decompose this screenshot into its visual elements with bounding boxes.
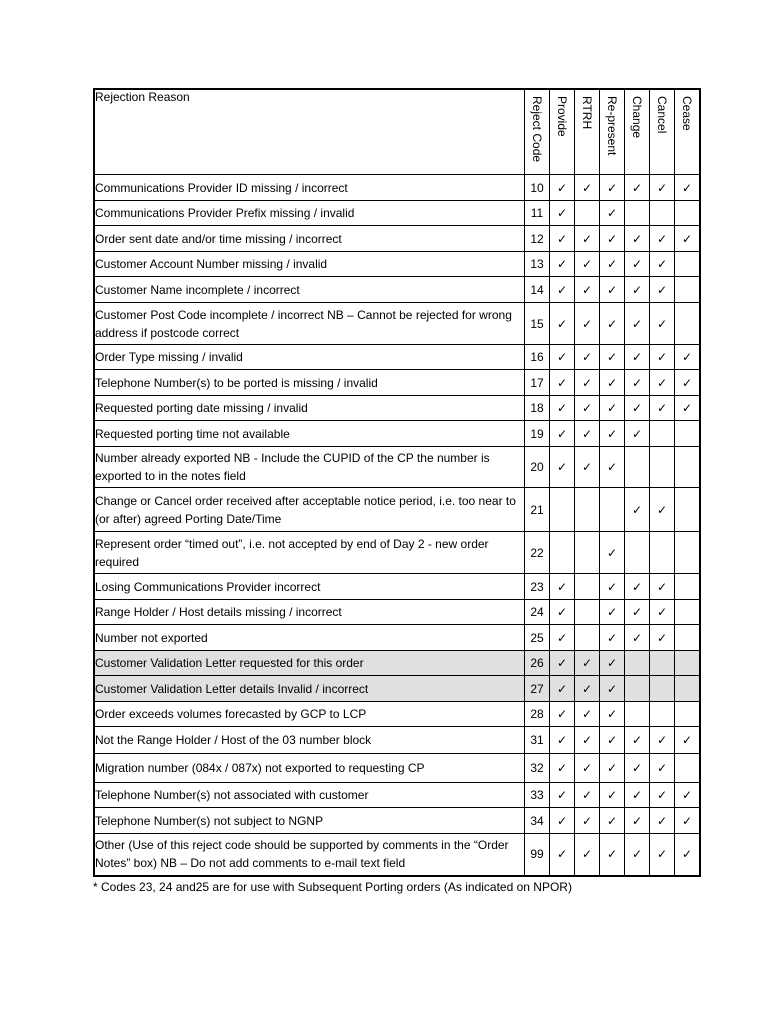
check-mark-icon: ✓ (650, 727, 675, 754)
table-row (94, 625, 700, 651)
check-mark-icon: ✓ (575, 447, 600, 488)
reject-code-cell: 26 (525, 651, 550, 676)
reject-code-cell: 12 (525, 226, 550, 252)
check-mark-icon: ✓ (625, 396, 650, 421)
check-mark-icon: ✓ (625, 421, 650, 447)
empty-cell (675, 488, 701, 532)
table-row (94, 252, 700, 277)
table-row (94, 370, 700, 396)
check-mark-icon: ✓ (550, 574, 575, 600)
table-row (94, 651, 700, 676)
check-mark-icon: ✓ (675, 226, 701, 252)
check-mark-icon: ✓ (550, 252, 575, 277)
check-mark-icon: ✓ (550, 345, 575, 370)
check-mark-icon: ✓ (650, 600, 675, 625)
empty-cell (625, 201, 650, 226)
table-row (94, 574, 700, 600)
rejection-reason-cell: Not the Range Holder / Host of the 03 number block (94, 727, 525, 754)
check-mark-icon: ✓ (575, 370, 600, 396)
check-mark-icon: ✓ (625, 834, 650, 876)
check-mark-icon: ✓ (650, 226, 675, 252)
check-mark-icon: ✓ (600, 345, 625, 370)
header-reject-code: Reject Code (525, 89, 550, 175)
empty-cell (675, 532, 701, 574)
check-mark-icon: ✓ (550, 277, 575, 303)
check-mark-icon: ✓ (600, 754, 625, 783)
check-mark-icon: ✓ (575, 252, 600, 277)
check-mark-icon: ✓ (550, 783, 575, 808)
check-mark-icon: ✓ (650, 574, 675, 600)
check-mark-icon: ✓ (650, 370, 675, 396)
reject-code-cell: 15 (525, 303, 550, 345)
table-row (94, 303, 700, 345)
reject-code-cell: 31 (525, 727, 550, 754)
reject-code-cell: 22 (525, 532, 550, 574)
reject-code-cell: 17 (525, 370, 550, 396)
header-change: Change (625, 89, 650, 175)
table-row (94, 532, 700, 574)
rejection-reason-cell: Customer Validation Letter details Invalid / incorrect (94, 676, 525, 702)
check-mark-icon: ✓ (600, 447, 625, 488)
empty-cell (625, 676, 650, 702)
check-mark-icon: ✓ (550, 808, 575, 834)
check-mark-icon: ✓ (650, 488, 675, 532)
reject-code-cell: 18 (525, 396, 550, 421)
check-mark-icon: ✓ (625, 345, 650, 370)
footnote: * Codes 23, 24 and25 are for use with Subsequent Porting orders (As indicated on NPOR) (93, 880, 572, 894)
table-row (94, 676, 700, 702)
check-mark-icon: ✓ (575, 808, 600, 834)
rejection-reason-cell: Losing Communications Provider incorrect (94, 574, 525, 600)
empty-cell (650, 421, 675, 447)
reject-code-cell: 10 (525, 175, 550, 201)
check-mark-icon: ✓ (675, 345, 701, 370)
check-mark-icon: ✓ (625, 574, 650, 600)
check-mark-icon: ✓ (550, 396, 575, 421)
check-mark-icon: ✓ (675, 175, 701, 201)
check-mark-icon: ✓ (550, 600, 575, 625)
check-mark-icon: ✓ (625, 808, 650, 834)
empty-cell (575, 532, 600, 574)
check-mark-icon: ✓ (550, 226, 575, 252)
check-mark-icon: ✓ (600, 277, 625, 303)
table-row (94, 277, 700, 303)
reject-code-cell: 33 (525, 783, 550, 808)
table-row (94, 702, 700, 727)
reject-code-cell: 25 (525, 625, 550, 651)
reject-code-cell: 13 (525, 252, 550, 277)
rejection-reason-cell: Customer Post Code incomplete / incorrect NB – Cannot be rejected for wrong address if postcode correct (94, 303, 525, 345)
check-mark-icon: ✓ (550, 421, 575, 447)
table-row (94, 488, 700, 532)
empty-cell (575, 574, 600, 600)
empty-cell (675, 252, 701, 277)
reject-code-cell: 11 (525, 201, 550, 226)
reject-code-cell: 23 (525, 574, 550, 600)
check-mark-icon: ✓ (625, 277, 650, 303)
reject-code-cell: 21 (525, 488, 550, 532)
check-mark-icon: ✓ (675, 370, 701, 396)
check-mark-icon: ✓ (600, 834, 625, 876)
reject-code-cell: 34 (525, 808, 550, 834)
check-mark-icon: ✓ (625, 252, 650, 277)
check-mark-icon: ✓ (600, 421, 625, 447)
rejection-reason-cell: Change or Cancel order received after acceptable notice period, i.e. too near to (or after) agreed Porting Date/Time (94, 488, 525, 532)
reject-code-cell: 24 (525, 600, 550, 625)
header-re-present: Re-present (600, 89, 625, 175)
empty-cell (675, 600, 701, 625)
empty-cell (675, 277, 701, 303)
rejection-reason-cell: Customer Account Number missing / invalid (94, 252, 525, 277)
header-rtrh: RTRH (575, 89, 600, 175)
check-mark-icon: ✓ (600, 808, 625, 834)
check-mark-icon: ✓ (575, 783, 600, 808)
check-mark-icon: ✓ (575, 676, 600, 702)
check-mark-icon: ✓ (600, 201, 625, 226)
check-mark-icon: ✓ (575, 702, 600, 727)
rejection-reason-cell: Number not exported (94, 625, 525, 651)
rejection-reason-cell: Order sent date and/or time missing / incorrect (94, 226, 525, 252)
header-provide: Provide (550, 89, 575, 175)
empty-cell (625, 532, 650, 574)
check-mark-icon: ✓ (625, 303, 650, 345)
check-mark-icon: ✓ (600, 370, 625, 396)
header-cease: Cease (675, 89, 701, 175)
check-mark-icon: ✓ (575, 345, 600, 370)
check-mark-icon: ✓ (650, 834, 675, 876)
empty-cell (675, 201, 701, 226)
reject-code-cell: 16 (525, 345, 550, 370)
empty-cell (675, 574, 701, 600)
reject-code-cell: 19 (525, 421, 550, 447)
empty-cell (675, 702, 701, 727)
check-mark-icon: ✓ (600, 702, 625, 727)
table-row (94, 834, 700, 876)
table-header-row (94, 89, 700, 175)
empty-cell (675, 625, 701, 651)
rejection-reason-cell: Other (Use of this reject code should be supported by comments in the “Order Notes” box) NB – Do not add comments to e-mail text field (94, 834, 525, 876)
check-mark-icon: ✓ (650, 277, 675, 303)
header-rejection-reason: Rejection Reason (94, 89, 525, 175)
rejection-reason-cell: Number already exported NB - Include the CUPID of the CP the number is exported to in the notes field (94, 447, 525, 488)
rejection-reason-cell: Communications Provider ID missing / incorrect (94, 175, 525, 201)
empty-cell (625, 447, 650, 488)
empty-cell (550, 532, 575, 574)
check-mark-icon: ✓ (550, 727, 575, 754)
empty-cell (600, 488, 625, 532)
empty-cell (675, 303, 701, 345)
check-mark-icon: ✓ (650, 808, 675, 834)
reject-code-cell: 32 (525, 754, 550, 783)
empty-cell (675, 754, 701, 783)
check-mark-icon: ✓ (675, 396, 701, 421)
reject-code-cell: 99 (525, 834, 550, 876)
check-mark-icon: ✓ (650, 625, 675, 651)
table-row (94, 345, 700, 370)
check-mark-icon: ✓ (625, 175, 650, 201)
empty-cell (625, 651, 650, 676)
check-mark-icon: ✓ (550, 201, 575, 226)
rejection-codes-table (93, 88, 701, 877)
empty-cell (650, 676, 675, 702)
check-mark-icon: ✓ (600, 396, 625, 421)
check-mark-icon: ✓ (575, 175, 600, 201)
check-mark-icon: ✓ (600, 625, 625, 651)
rejection-reason-cell: Customer Validation Letter requested for this order (94, 651, 525, 676)
rejection-reason-cell: Telephone Number(s) to be ported is missing / invalid (94, 370, 525, 396)
check-mark-icon: ✓ (650, 783, 675, 808)
table-row (94, 754, 700, 783)
check-mark-icon: ✓ (575, 421, 600, 447)
rejection-reason-cell: Customer Name incomplete / incorrect (94, 277, 525, 303)
rejection-reason-cell: Represent order “timed out”, i.e. not accepted by end of Day 2 - new order required (94, 532, 525, 574)
check-mark-icon: ✓ (600, 727, 625, 754)
empty-cell (625, 702, 650, 727)
table-row (94, 447, 700, 488)
check-mark-icon: ✓ (675, 808, 701, 834)
check-mark-icon: ✓ (600, 252, 625, 277)
check-mark-icon: ✓ (625, 625, 650, 651)
reject-code-cell: 14 (525, 277, 550, 303)
check-mark-icon: ✓ (550, 625, 575, 651)
rejection-reason-cell: Order exceeds volumes forecasted by GCP to LCP (94, 702, 525, 727)
rejection-reason-cell: Order Type missing / invalid (94, 345, 525, 370)
table-row (94, 421, 700, 447)
table-row (94, 600, 700, 625)
check-mark-icon: ✓ (550, 303, 575, 345)
reject-code-cell: 20 (525, 447, 550, 488)
reject-code-cell: 28 (525, 702, 550, 727)
table-row (94, 226, 700, 252)
rejection-reason-cell: Telephone Number(s) not associated with customer (94, 783, 525, 808)
check-mark-icon: ✓ (675, 834, 701, 876)
check-mark-icon: ✓ (550, 447, 575, 488)
check-mark-icon: ✓ (625, 488, 650, 532)
check-mark-icon: ✓ (600, 651, 625, 676)
rejection-reason-cell: Range Holder / Host details missing / incorrect (94, 600, 525, 625)
check-mark-icon: ✓ (625, 226, 650, 252)
rejection-reason-cell: Communications Provider Prefix missing / invalid (94, 201, 525, 226)
empty-cell (650, 447, 675, 488)
check-mark-icon: ✓ (550, 702, 575, 727)
rejection-reason-cell: Requested porting time not available (94, 421, 525, 447)
check-mark-icon: ✓ (550, 754, 575, 783)
check-mark-icon: ✓ (575, 303, 600, 345)
check-mark-icon: ✓ (575, 727, 600, 754)
check-mark-icon: ✓ (575, 754, 600, 783)
header-cancel: Cancel (650, 89, 675, 175)
check-mark-icon: ✓ (550, 175, 575, 201)
check-mark-icon: ✓ (550, 651, 575, 676)
empty-cell (575, 625, 600, 651)
check-mark-icon: ✓ (625, 783, 650, 808)
check-mark-icon: ✓ (575, 277, 600, 303)
check-mark-icon: ✓ (675, 727, 701, 754)
check-mark-icon: ✓ (650, 303, 675, 345)
empty-cell (550, 488, 575, 532)
check-mark-icon: ✓ (600, 303, 625, 345)
check-mark-icon: ✓ (650, 396, 675, 421)
empty-cell (650, 651, 675, 676)
check-mark-icon: ✓ (625, 754, 650, 783)
empty-cell (675, 421, 701, 447)
table-row (94, 201, 700, 226)
check-mark-icon: ✓ (650, 345, 675, 370)
check-mark-icon: ✓ (600, 532, 625, 574)
reject-code-cell: 27 (525, 676, 550, 702)
empty-cell (650, 702, 675, 727)
check-mark-icon: ✓ (550, 370, 575, 396)
check-mark-icon: ✓ (675, 783, 701, 808)
table-body (94, 175, 700, 876)
check-mark-icon: ✓ (600, 600, 625, 625)
check-mark-icon: ✓ (575, 396, 600, 421)
check-mark-icon: ✓ (625, 727, 650, 754)
check-mark-icon: ✓ (650, 754, 675, 783)
check-mark-icon: ✓ (600, 676, 625, 702)
rejection-reason-cell: Requested porting date missing / invalid (94, 396, 525, 421)
check-mark-icon: ✓ (550, 676, 575, 702)
check-mark-icon: ✓ (625, 370, 650, 396)
table-row (94, 808, 700, 834)
check-mark-icon: ✓ (600, 574, 625, 600)
empty-cell (675, 651, 701, 676)
rejection-reason-cell: Telephone Number(s) not subject to NGNP (94, 808, 525, 834)
rejection-reason-cell: Migration number (084x / 087x) not exported to requesting CP (94, 754, 525, 783)
check-mark-icon: ✓ (650, 252, 675, 277)
empty-cell (650, 201, 675, 226)
check-mark-icon: ✓ (650, 175, 675, 201)
table-row (94, 727, 700, 754)
table-row (94, 396, 700, 421)
empty-cell (675, 447, 701, 488)
table-row (94, 175, 700, 201)
empty-cell (675, 676, 701, 702)
check-mark-icon: ✓ (575, 226, 600, 252)
check-mark-icon: ✓ (600, 226, 625, 252)
check-mark-icon: ✓ (600, 783, 625, 808)
check-mark-icon: ✓ (575, 834, 600, 876)
empty-cell (575, 488, 600, 532)
empty-cell (650, 532, 675, 574)
check-mark-icon: ✓ (625, 600, 650, 625)
check-mark-icon: ✓ (600, 175, 625, 201)
check-mark-icon: ✓ (575, 651, 600, 676)
empty-cell (575, 600, 600, 625)
check-mark-icon: ✓ (550, 834, 575, 876)
table-row (94, 783, 700, 808)
empty-cell (575, 201, 600, 226)
